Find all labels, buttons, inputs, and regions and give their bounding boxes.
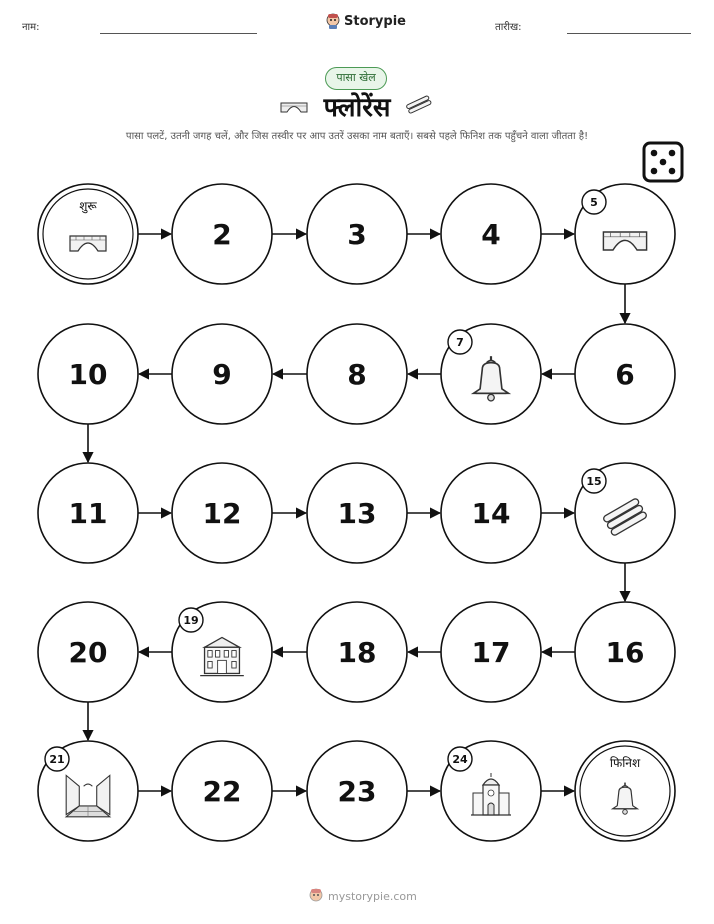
cell-number: 9	[212, 358, 232, 391]
board-cell-23	[307, 741, 407, 841]
board-cell-25	[575, 741, 675, 841]
board-cell-2	[172, 184, 272, 284]
footer-mascot-icon	[309, 888, 323, 904]
cell-badge-number: 15	[586, 475, 602, 488]
footer	[309, 888, 417, 904]
board-cell-20	[38, 602, 138, 702]
cell-number: 20	[68, 636, 108, 669]
brand-name: Storypie	[344, 13, 406, 29]
cell-number: 8	[347, 358, 367, 391]
cell-number: 6	[615, 358, 635, 391]
cell-badge-number: 24	[452, 753, 468, 766]
cell-number: 10	[68, 358, 108, 391]
cell-number: 12	[202, 497, 242, 530]
board-cell-6	[575, 324, 675, 424]
board-cell-14	[441, 463, 541, 563]
cell-number: 4	[481, 218, 501, 251]
board-cell-11	[38, 463, 138, 563]
cell-number: 11	[68, 497, 108, 530]
cell-number: 17	[471, 636, 511, 669]
page-title: फ्लोरेंस	[323, 93, 391, 123]
cell-badge-number: 21	[49, 753, 65, 766]
game-type-badge: पासा खेल	[325, 67, 387, 90]
cell-badge-number: 7	[456, 336, 464, 349]
cell-number: 23	[337, 775, 377, 808]
board-cell-21	[38, 741, 138, 841]
cell-number: 14	[471, 497, 511, 530]
board-cell-17	[441, 602, 541, 702]
board-cell-4	[441, 184, 541, 284]
board-cell-3	[307, 184, 407, 284]
date-label: तारीख:	[495, 22, 522, 33]
name-label: नाम:	[22, 22, 40, 33]
board-cell-18	[307, 602, 407, 702]
board-cell-15	[575, 463, 675, 563]
cell-badge-number: 19	[183, 614, 199, 627]
finish-label: फिनिश	[609, 756, 641, 770]
board-cell-1	[38, 184, 138, 284]
cell-number: 13	[337, 497, 377, 530]
board-cell-8	[307, 324, 407, 424]
cell-number: 16	[605, 636, 645, 669]
cell-badge-number: 5	[590, 196, 598, 209]
board-cell-22	[172, 741, 272, 841]
footer-url: mystorypie.com	[328, 889, 417, 903]
board-cell-5	[575, 184, 675, 284]
board-cell-13	[307, 463, 407, 563]
board-cell-7	[441, 324, 541, 424]
cell-number: 2	[212, 218, 232, 251]
board-cell-10	[38, 324, 138, 424]
board-cell-16	[575, 602, 675, 702]
cell-number: 18	[337, 636, 377, 669]
board-cell-19	[172, 602, 272, 702]
cell-number: 3	[347, 218, 367, 251]
board-cell-9	[172, 324, 272, 424]
cell-number: 22	[202, 775, 242, 808]
board-cell-12	[172, 463, 272, 563]
board-cell-24	[441, 741, 541, 841]
instructions: पासा पलटें, उतनी जगह चलें, और जिस तस्वीर पर आप उतरें उसका नाम बताएँ। सबसे पहले फिनिश तक पहुँचने वाला जीतता है!	[125, 131, 589, 142]
start-label: शुरू	[79, 199, 97, 213]
